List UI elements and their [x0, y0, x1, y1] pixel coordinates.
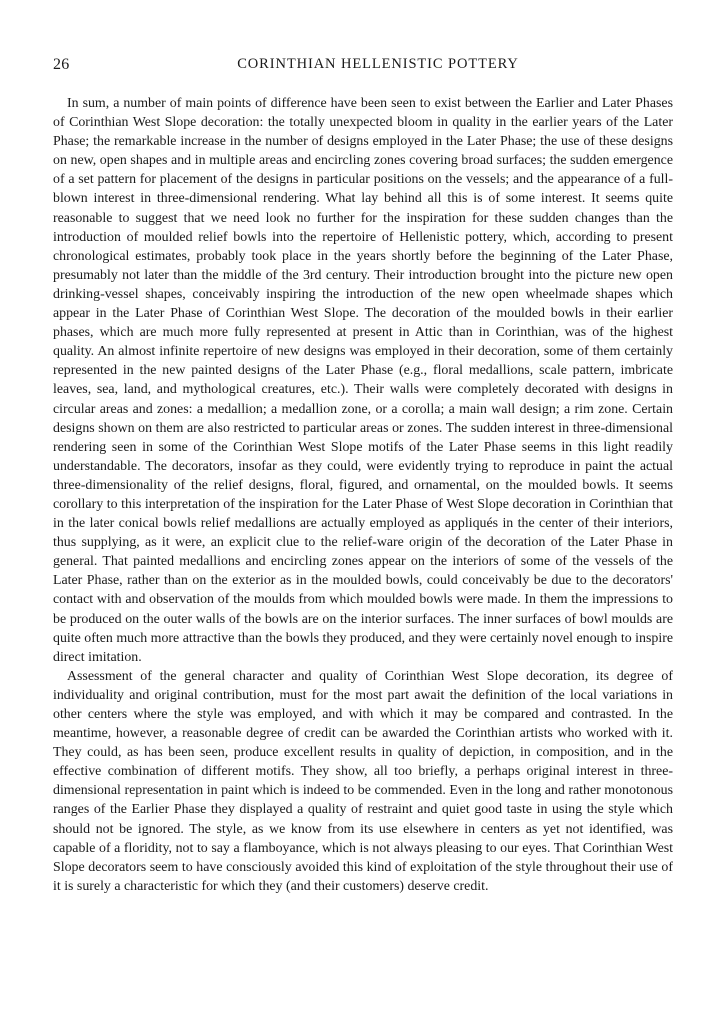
running-title: CORINTHIAN HELLENISTIC POTTERY: [237, 56, 519, 72]
paragraph-2: Assessment of the general character and quality of Corinthian West Slope decoration, its degree of individuality and original contribution, must for the most part await the definition of the local variations in other centers where the style was employed, and with which it may be compared and contrasted. In the meantime, however, a reasonable degree of credit can be awarded the Corinthian artists who worked with it. They could, as has been seen, produce excellent results in quality of depiction, in composition, and in the effective combination of different motifs. They show, all too briefly, a perhaps original interest in three-dimensional representation in paint which is indeed to be commended. Even in the long and rather monotonous ranges of the Earlier Phase they displayed a quality of restraint and quiet good taste in using the style which should not be ignored. The style, as we know from its use elsewhere in centers as yet not identified, was capable of a floridity, not to say a flamboyance, which is not always pleasing to our eyes. That Corinthian West Slope decorators seem to have consciously avoided this kind of exploitation of the style throughout their use of it is surely a characteristic for which they (and their customers) deserve credit.: [53, 668, 673, 894]
page-header: [53, 56, 673, 80]
page-number: 26: [53, 56, 70, 73]
body-text: [53, 94, 673, 896]
page: [53, 56, 673, 896]
paragraph-1: In sum, a number of main points of difference have been seen to exist between the Earlier and Later Phases of Corinthian West Slope decoration: the totally unexpected bloom in quality in the earlier years of the Later Phase; the remarkable increase in the number of designs employed in the Later Phase; the use of these designs on new, open shapes and in multiple areas and encircling zones covering broad surfaces; the sudden emergence of a set pattern for placement of the designs in particular positions on the vessels; and the appearance of a full-blown interest in three-dimensional rendering. What lay behind all this is of some interest. It seems quite reasonable to suggest that we need look no further for the inspiration for these sudden changes than the introduction of moulded relief bowls into the repertoire of Hellenistic pottery, which, according to present chronological estimates, probably took place in the years shortly before the beginning of the Later Phase, presumably not later than the middle of the 3rd century. Their introduction brought into the picture new open drinking-vessel shapes, conceivably inspiring the introduction of the new open wheelmade shapes which appear in the Later Phase of Corinthian West Slope. The decoration of the moulded bowls in their earlier phases, which are much more fully represented at present in Attic than in Corinthian, was of the highest quality. An almost infinite repertoire of new designs was employed in their decoration, some of them certainly represented in the new painted designs of the Later Phase (e.g., floral medallions, scale pattern, imbricate leaves, sea, land, and mythological creatures, etc.). Their walls were completely decorated with designs in circular areas and zones: a medallion; a medallion zone, or a corolla; a main wall design; a rim zone. Certain designs shown on them are also restricted to particular areas or zones. The sudden interest in three-dimensional rendering seen in some of the Corinthian West Slope motifs of the Later Phase seems in this light readily understandable. The decorators, insofar as they could, were evidently trying to reproduce in paint the actual three-dimensionality of the relief designs, floral, figured, and ornamental, on the moulded bowls. It seems corollary to this interpretation of the inspiration for the Later Phase of West Slope decoration in Corinthian that in the later conical bowls relief medallions are actually employed as appliqués in the center of their interiors, thus supplying, as it were, an explicit clue to the relief-ware origin of the decoration of the Later Phase in general. That painted medallions and encircling zones appear on the interiors of some of the vessels of the Later Phase, rather than on the exterior as in the moulded bowls, could conceivably be due to the decorators' contact with and observation of the moulds from which moulded bowls were made. In them the impressions to be produced on the outer walls of the bowls are on the interior surfaces. The inner surfaces of bowl moulds are quite often much more attractive than the bowls they produced, and they were certainly novel enough to inspire direct imitation.: [53, 96, 673, 665]
